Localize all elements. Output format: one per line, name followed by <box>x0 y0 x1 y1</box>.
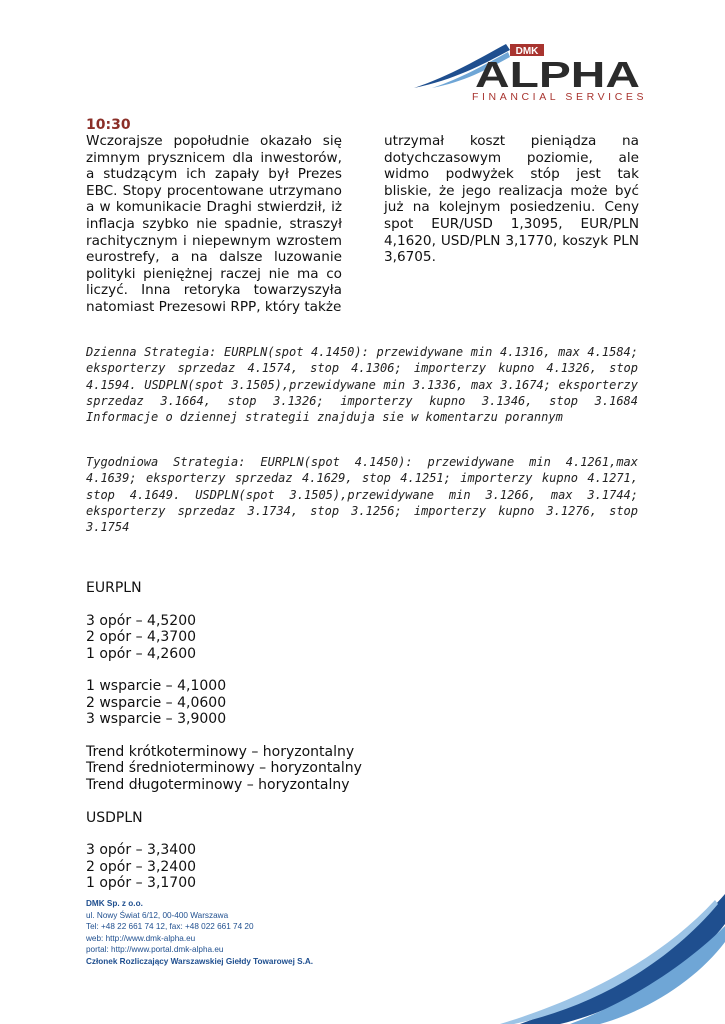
eurpln-resistance-1: 1 opór – 4,2600 <box>86 645 197 662</box>
eurpln-resistance-3: 3 opór – 4,5200 <box>86 612 197 629</box>
footer-phone: Tel: +48 22 661 74 12, fax: +48 022 661 74 20 <box>86 922 254 932</box>
eurpln-title: EURPLN <box>86 580 142 596</box>
trend-mid-term: Trend średnioterminowy – horyzontalny <box>86 760 362 777</box>
eurpln-support-1: 1 wsparcie – 4,1000 <box>86 678 227 695</box>
daily-strategy: Dzienna Strategia: EURPLN(spot 4.1450): przewidywane min 4.1316, max 4.1584; eksporterzy sprzedaz 4.1574, stop 4.1306; importerzy kupno 4.1326, stop 4.1594. USDPLN(spot 3.1505),przewidywane min 3.1336, max 3.1674; eksporterzy sprzedaz 3.1664, stop 3.1326; importerzy kupno 3.1346, stop 3.1684 Informacje o dziennej strategii znajduja sie w komentarzu porannym <box>86 345 638 425</box>
footer-web-link[interactable]: web: http://www.dmk-alpha.eu <box>86 933 196 943</box>
usdpln-resistance-2: 2 opór – 3,2400 <box>86 858 197 875</box>
footer-portal-link[interactable]: portal: http://www.portal.dmk-alpha.eu <box>86 945 224 955</box>
usdpln-title: USDPLN <box>86 809 143 826</box>
footer-company: DMK Sp. z o.o. <box>86 899 143 908</box>
logo-tagline: FINANCIAL SERVICES <box>472 91 648 103</box>
trend-long-term: Trend długoterminowy – horyzontalny <box>86 776 350 793</box>
logo-badge-text: DMK <box>515 46 539 57</box>
usdpln-resistance-3: 3 opór – 3,3400 <box>86 842 197 859</box>
eurpln-resistance-2: 2 opór – 4,3700 <box>86 629 197 646</box>
trend-short-term: Trend krótkoterminowy – horyzontalny <box>86 744 355 761</box>
footer-address: ul. Nowy Świat 6/12, 00-400 Warszawa <box>86 910 229 920</box>
alpha-logo-graphic <box>410 40 645 92</box>
footer-contact <box>86 898 313 968</box>
corner-swoosh-decoration <box>500 880 725 1024</box>
logo-name-text: ALPHA <box>475 54 640 92</box>
report-time: 10:30 <box>86 117 131 133</box>
usdpln-resistance-1: 1 opór – 3,1700 <box>86 875 197 892</box>
commentary-right-column: utrzymał koszt pieniądza na dotychczasowym poziomie, ale widmo podwyżek stóp jest tak bliskie, że jego realizacja może być już na kolejnym posiedzeniu. Ceny spot EUR/USD 1,3095, EUR/PLN 4,1620, USD/PLN 3,1770, koszyk PLN 3,6705. <box>384 133 639 266</box>
weekly-strategy: Tygodniowa Strategia: EURPLN(spot 4.1450): przewidywane min 4.1261,max 4.1639; eksporterzy sprzedaz 4.1629, stop 4.1251; importerzy kupno 4.1271, stop 4.1649. USDPLN(spot 3.1505),przewidywane min 3.1266, max 3.1744; eksporterzy sprzedaz 3.1734, stop 3.1256; importerzy kupno 3.1276, stop 3.1754 <box>86 455 638 535</box>
levels-section <box>86 580 362 892</box>
footer-member: Członek Rozliczający Warszawskiej Giełdy Towarowej S.A. <box>86 956 314 966</box>
company-logo <box>410 40 648 110</box>
eurpln-support-2: 2 wsparcie – 4,0600 <box>86 694 227 711</box>
commentary-left-column: Wczorajsze popołudnie okazało się zimnym prysznicem dla inwestorów, a studzącym ich zapały był Prezes EBC. Stopy procentowane utrzymano a w komunikacie Draghi stwierdził, iż inflacja szybko nie spadnie, straszył rachitycznym i niepewnym wzrostem eurostrefy, a na dalsze luzowanie polityki pieniężnej raczej nie ma co liczyć. Inna retoryka towarzyszyła natomiast Prezesowi RPP, który także <box>86 133 342 315</box>
eurpln-support-3: 3 wsparcie – 3,9000 <box>86 711 227 728</box>
